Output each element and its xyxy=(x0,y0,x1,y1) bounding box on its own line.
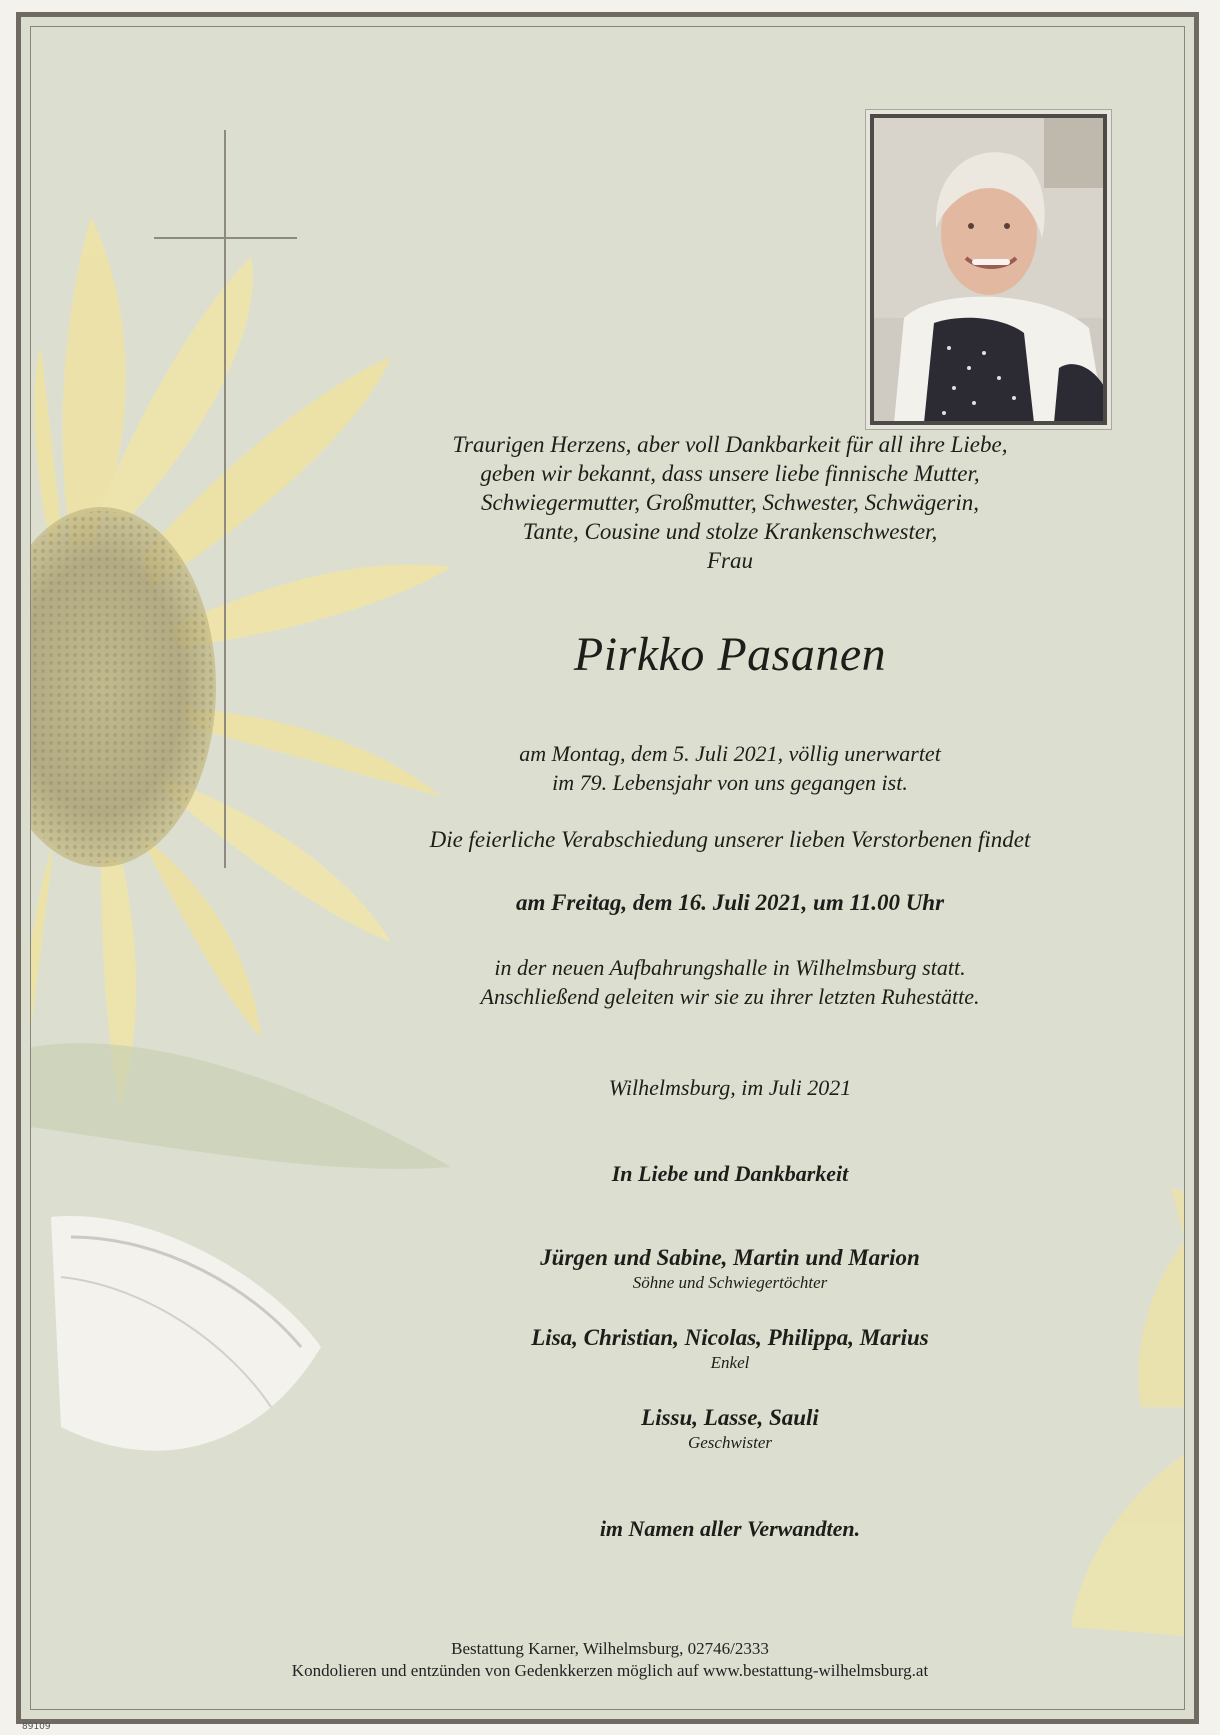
intro-text xyxy=(330,430,1130,575)
family-role: Geschwister xyxy=(687,1433,773,1452)
death-line: am Montag, dem 5. Juli 2021, völlig unerwartet xyxy=(519,741,941,766)
condolence-website: Kondolieren und entzünden von Gedenkkerzen möglich auf www.bestattung-wilhelmsburg.at xyxy=(291,1661,929,1680)
family-list xyxy=(330,1244,1130,1454)
location-line: in der neuen Aufbahrungshalle in Wilhelmsburg statt. xyxy=(494,955,966,980)
in-love-heading: In Liebe und Dankbarkeit xyxy=(611,1161,849,1186)
death-line: im 79. Lebensjahr von uns gegangen ist. xyxy=(552,770,908,795)
farewell-text: Die feierliche Verabschiedung unserer lieben Verstorbenen findet xyxy=(429,827,1031,852)
portrait-photo xyxy=(870,114,1107,425)
family-role: Söhne und Schwiegertöchter xyxy=(632,1273,828,1292)
intro-line: Frau xyxy=(707,548,753,573)
ceremony-date: am Freitag, dem 16. Juli 2021, um 11.00 Uhr xyxy=(515,890,945,915)
family-role: Enkel xyxy=(710,1353,750,1372)
family-names: Jürgen und Sabine, Martin und Marion xyxy=(540,1245,920,1270)
intro-line: geben wir bekannt, dass unsere liebe finnische Mutter, xyxy=(480,461,980,486)
location-line: Anschließend geleiten wir sie zu ihrer letzten Ruhestätte. xyxy=(480,984,980,1009)
funeral-home-footer xyxy=(130,1638,1090,1682)
intro-line: Tante, Cousine und stolze Krankenschwester, xyxy=(522,519,938,544)
funeral-home-contact: Bestattung Karner, Wilhelmsburg, 02746/2333 xyxy=(451,1639,769,1658)
deceased-name: Pirkko Pasanen xyxy=(573,628,887,681)
intro-line: Schwiegermutter, Großmutter, Schwester, Schwägerin, xyxy=(480,490,980,515)
cross-horizontal-bar xyxy=(154,237,297,239)
notice-text xyxy=(330,430,1130,1543)
family-group xyxy=(330,1244,1130,1294)
portrait-frame xyxy=(865,109,1112,430)
place-and-date: Wilhelmsburg, im Juli 2021 xyxy=(608,1075,852,1100)
family-names: Lisa, Christian, Nicolas, Philippa, Marius xyxy=(531,1325,929,1350)
closing-text: im Namen aller Verwandten. xyxy=(599,1516,861,1541)
family-names: Lissu, Lasse, Sauli xyxy=(641,1405,819,1430)
cross-vertical-bar xyxy=(224,130,226,868)
family-group xyxy=(330,1324,1130,1374)
death-notice xyxy=(330,739,1130,797)
intro-line: Traurigen Herzens, aber voll Dankbarkeit für all ihre Liebe, xyxy=(452,432,1008,457)
print-code: 89109 xyxy=(22,1722,51,1732)
ceremony-location xyxy=(330,953,1130,1011)
family-group xyxy=(330,1404,1130,1454)
